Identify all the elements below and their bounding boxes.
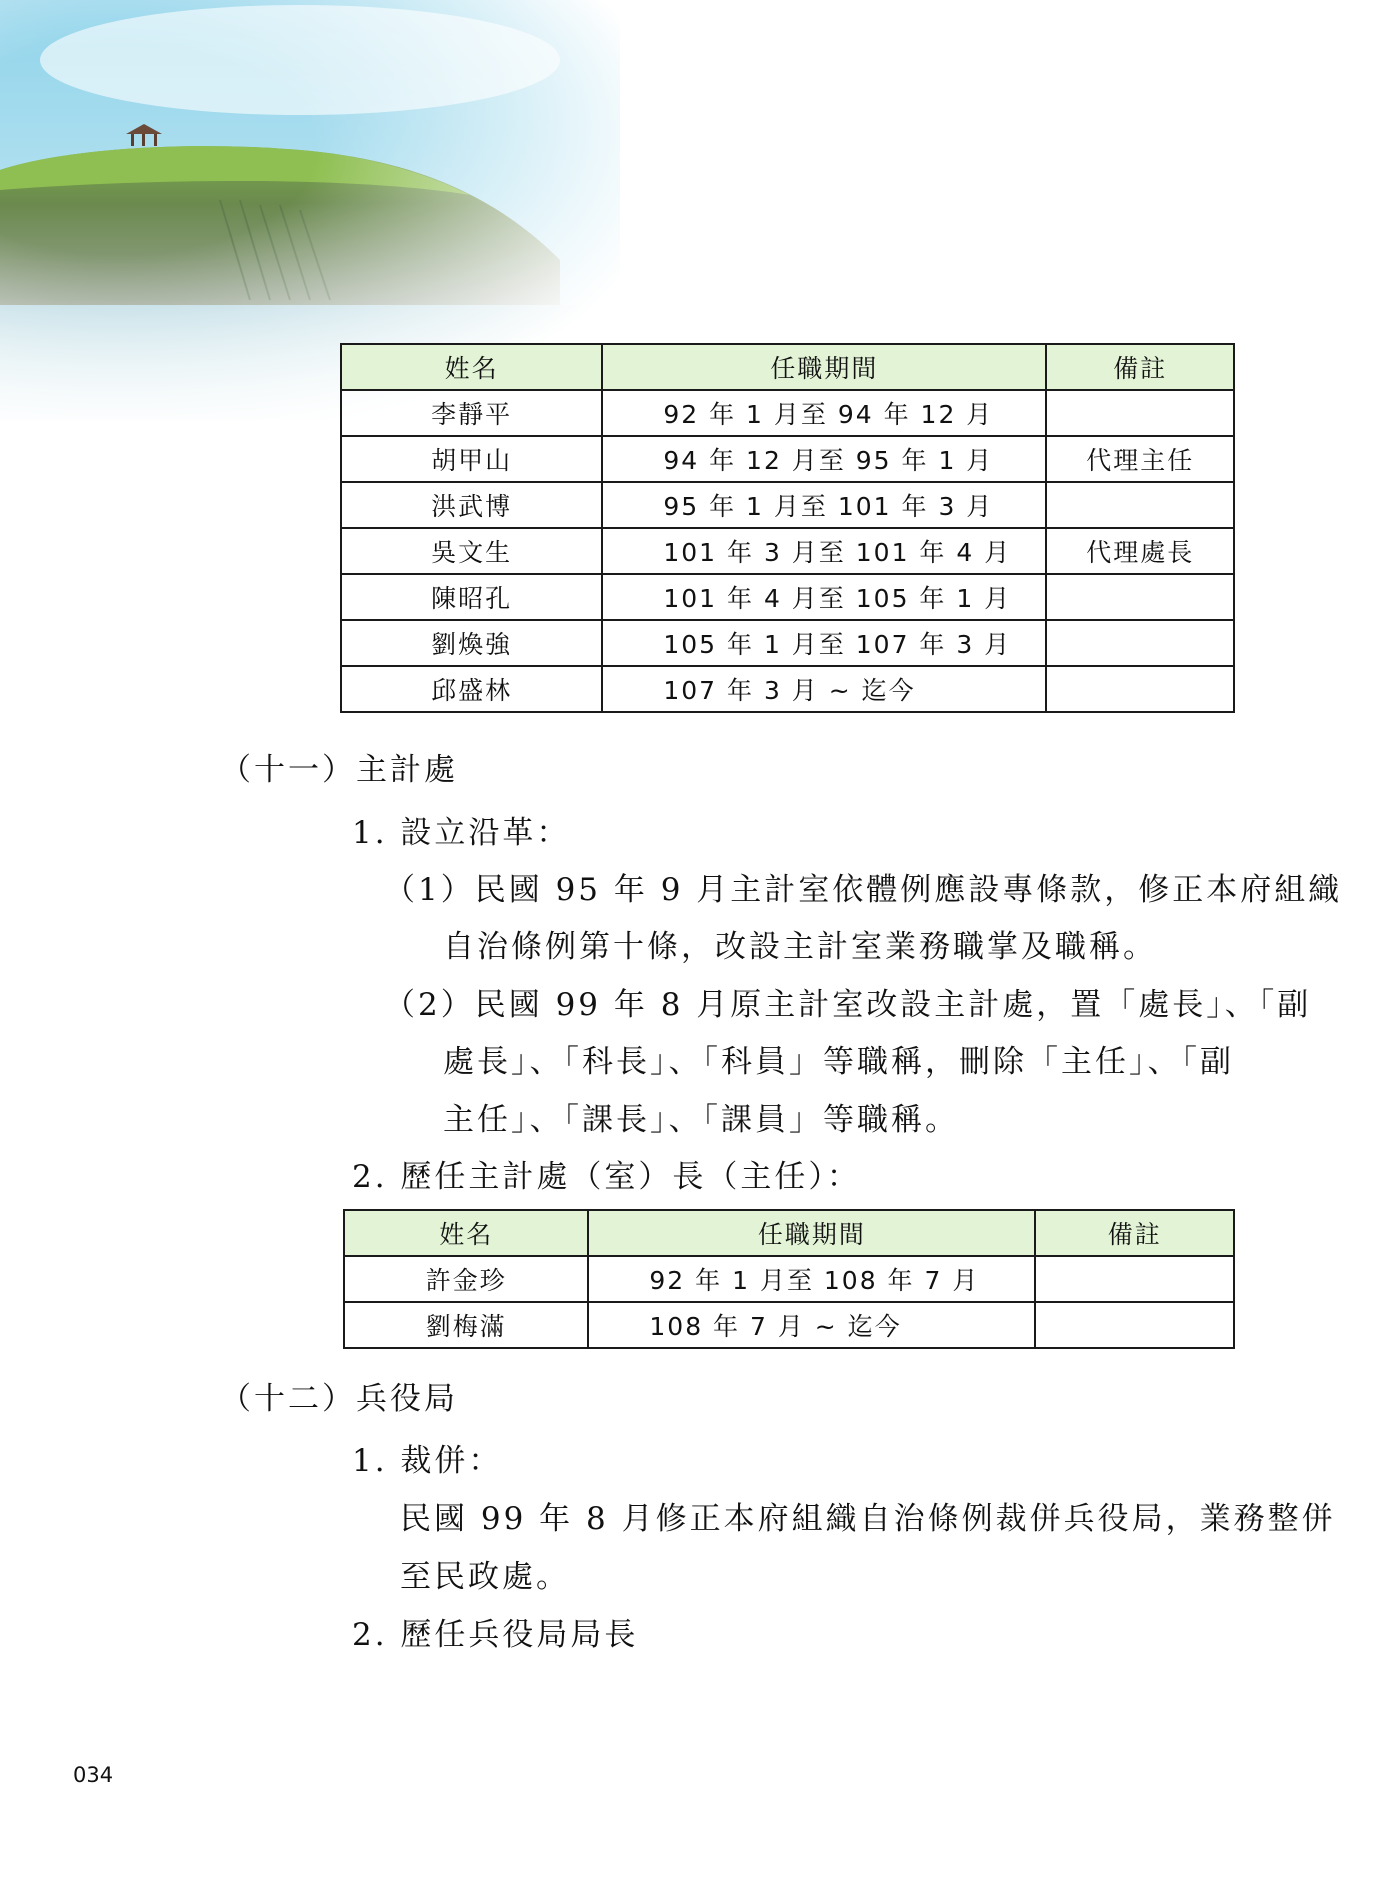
cell-name: 許金珍 (344, 1256, 588, 1302)
table-row (341, 666, 1234, 712)
column-header-period: 任職期間 (602, 344, 1046, 390)
cell-note: 代理處長 (1046, 528, 1234, 574)
section-11-item2-title: 2. 歷任主計處（室）長（主任）： (352, 1159, 861, 1195)
cell-note (1046, 620, 1234, 666)
cell-period: 105 年 1 月至 107 年 3 月 (602, 620, 1046, 666)
cell-name: 李靜平 (341, 390, 602, 436)
cell-period: 107 年 3 月 ~ 迄今 (602, 666, 1046, 712)
cell-note (1046, 666, 1234, 712)
cell-period: 108 年 7 月 ~ 迄今 (588, 1302, 1035, 1348)
section-12-heading: （十二）兵役局 (220, 1381, 458, 1417)
section-12-para-line1: 民國 99 年 8 月修正本府組織自治條例裁併兵役局，業務整併 (400, 1501, 1336, 1537)
cell-period: 95 年 1 月至 101 年 3 月 (602, 482, 1046, 528)
column-header-note: 備註 (1046, 344, 1234, 390)
cell-name: 吳文生 (341, 528, 602, 574)
cell-name: 劉煥強 (341, 620, 602, 666)
cell-note (1046, 482, 1234, 528)
officials-table-1 (340, 343, 1235, 713)
table-header-row (341, 344, 1234, 390)
cell-period: 101 年 3 月至 101 年 4 月 (602, 528, 1046, 574)
table-row (344, 1302, 1234, 1348)
cell-period: 92 年 1 月至 94 年 12 月 (602, 390, 1046, 436)
section-11-sub2-line3: 主任」、「課長」、「課員」等職稱。 (443, 1102, 959, 1138)
cell-period: 94 年 12 月至 95 年 1 月 (602, 436, 1046, 482)
table-row (341, 482, 1234, 528)
cell-note (1046, 390, 1234, 436)
cell-name: 洪武博 (341, 482, 602, 528)
officials-table-2 (343, 1209, 1235, 1349)
section-12-item1-title: 1. 裁併： (352, 1443, 503, 1479)
table-row (341, 574, 1234, 620)
cell-note (1035, 1256, 1234, 1302)
cell-note (1046, 574, 1234, 620)
section-11-sub1-line2: 自治條例第十條，改設主計室業務職掌及職稱。 (443, 929, 1157, 965)
page-number: 034 (73, 1763, 114, 1787)
table-row (341, 528, 1234, 574)
section-11-sub2-line1: （2）民國 99 年 8 月原主計室改設主計處，置「處長」、「副 (384, 987, 1312, 1023)
section-11-item1-title: 1. 設立沿革： (352, 815, 571, 851)
section-11-sub1-line1: （1）民國 95 年 9 月主計室依體例應設專條款，修正本府組織 (384, 872, 1343, 908)
cell-note: 代理主任 (1046, 436, 1234, 482)
table-row (341, 390, 1234, 436)
column-header-name: 姓名 (341, 344, 602, 390)
column-header-name: 姓名 (344, 1210, 588, 1256)
table-row (341, 436, 1234, 482)
cell-period: 101 年 4 月至 105 年 1 月 (602, 574, 1046, 620)
cell-note (1035, 1302, 1234, 1348)
cell-name: 邱盛林 (341, 666, 602, 712)
column-header-period: 任職期間 (588, 1210, 1035, 1256)
table-row (344, 1256, 1234, 1302)
cell-name: 陳昭孔 (341, 574, 602, 620)
section-11-sub2-line2: 處長」、「科長」、「科員」等職稱，刪除「主任」、「副 (443, 1044, 1234, 1080)
column-header-note: 備註 (1035, 1210, 1234, 1256)
cell-name: 劉梅滿 (344, 1302, 588, 1348)
section-12-item2-title: 2. 歷任兵役局局長 (352, 1617, 639, 1653)
section-12-para-line2: 至民政處。 (400, 1559, 570, 1595)
section-11-heading: （十一）主計處 (220, 752, 458, 788)
table-header-row (344, 1210, 1234, 1256)
cell-name: 胡甲山 (341, 436, 602, 482)
cell-period: 92 年 1 月至 108 年 7 月 (588, 1256, 1035, 1302)
table-row (341, 620, 1234, 666)
